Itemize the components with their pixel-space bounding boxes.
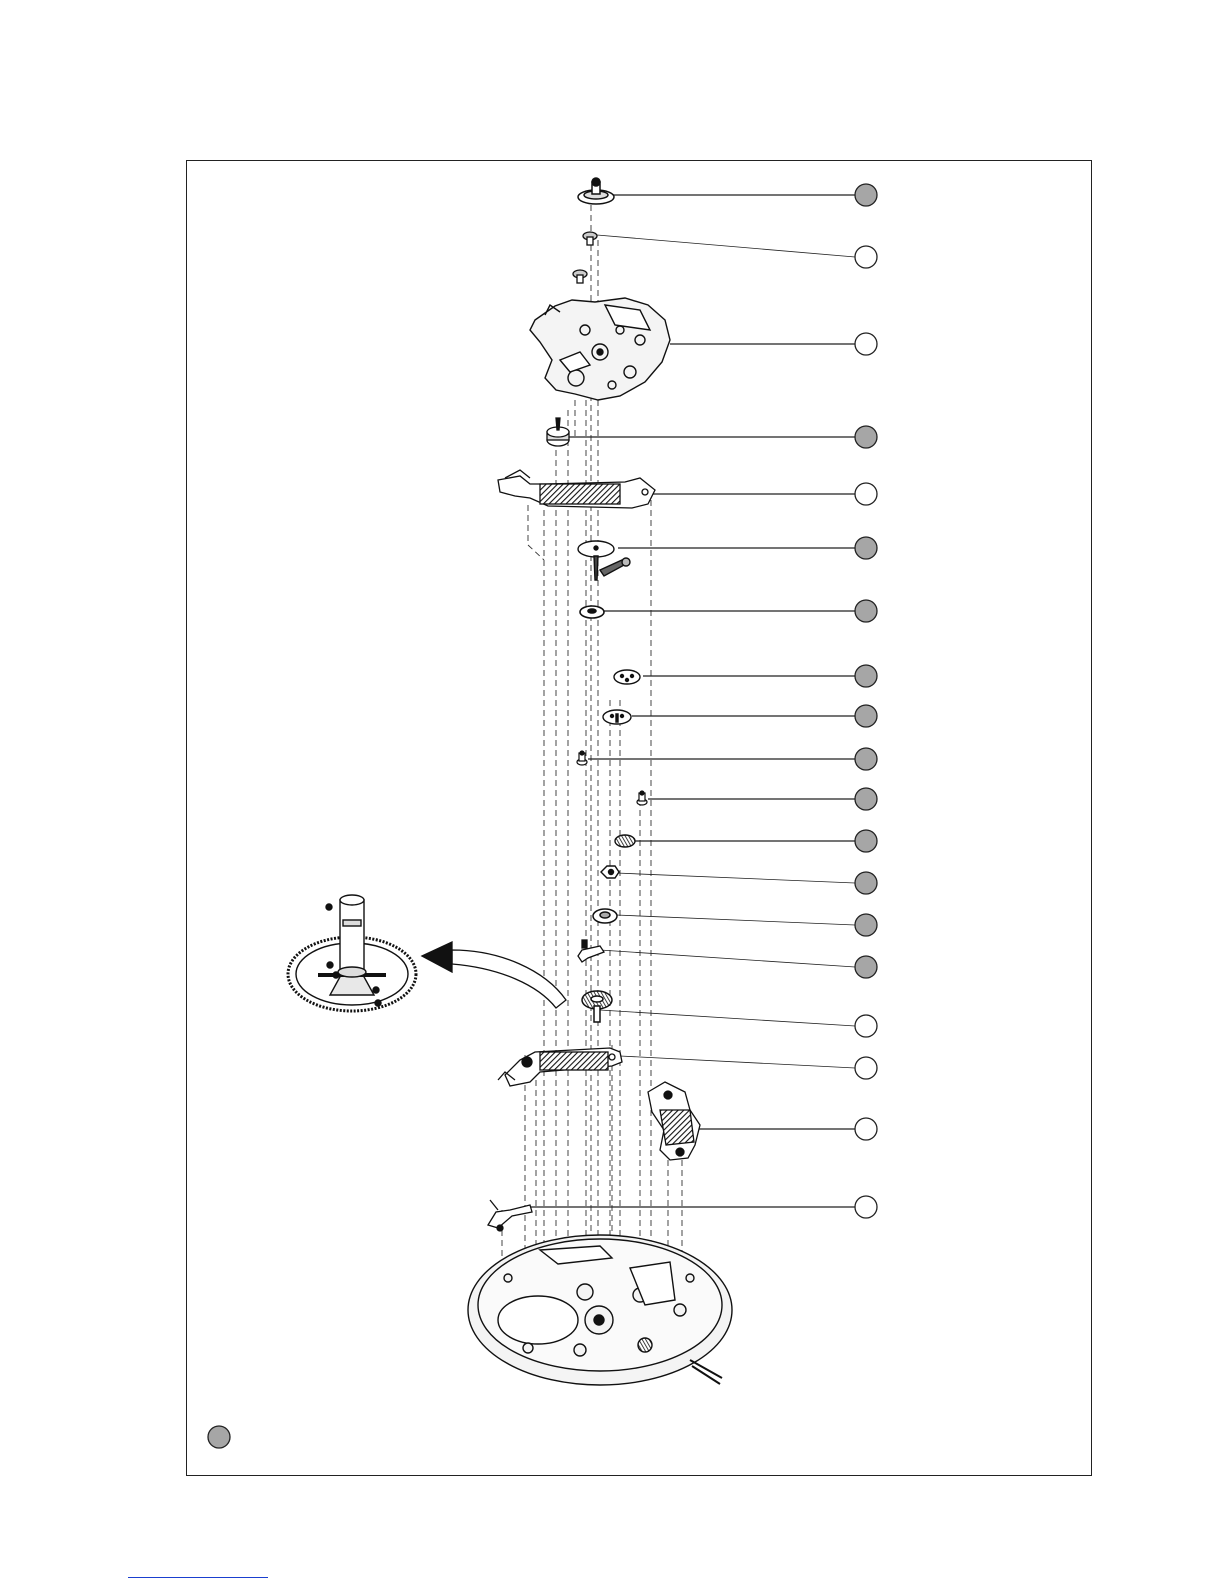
callout-marker [855, 1057, 877, 1079]
callout-markers [855, 184, 877, 1218]
callout-marker [855, 483, 877, 505]
callout-marker [855, 914, 877, 936]
callout-marker [855, 246, 877, 268]
component-gear-small [615, 835, 635, 847]
component-rotor-block [648, 1082, 700, 1160]
callout-marker [855, 1015, 877, 1037]
callout-marker [855, 956, 877, 978]
callout-marker [855, 665, 877, 687]
component-pinion [547, 418, 569, 446]
component-wheel-6 [582, 991, 612, 1022]
component-coil-lower [498, 1048, 622, 1086]
component-small-screw-2 [637, 791, 647, 805]
component-wheel-2 [580, 606, 604, 618]
component-small-screw-1 [577, 751, 587, 765]
legend-marker [208, 1426, 230, 1448]
component-screws [573, 232, 597, 283]
callout-marker [855, 600, 877, 622]
component-top-wheel [578, 178, 614, 204]
callout-marker [855, 830, 877, 852]
callout-marker [855, 426, 877, 448]
callout-marker [855, 1118, 877, 1140]
component-main-plate [468, 1235, 732, 1385]
callout-marker [855, 788, 877, 810]
callout-marker [855, 872, 877, 894]
component-wheel-4 [603, 710, 631, 724]
component-wheel-3 [614, 670, 640, 684]
component-nut [601, 866, 619, 878]
callout-marker [855, 748, 877, 770]
callout-marker [855, 537, 877, 559]
component-wheel-5 [593, 909, 617, 923]
callout-marker [855, 1196, 877, 1218]
footer-link-underline[interactable] [128, 1577, 268, 1578]
callout-marker [855, 184, 877, 206]
detail-inset-staff [288, 895, 416, 1011]
callout-marker [855, 333, 877, 355]
component-bridge-plate [530, 298, 670, 400]
component-coil-upper [498, 470, 655, 508]
callout-marker [855, 705, 877, 727]
